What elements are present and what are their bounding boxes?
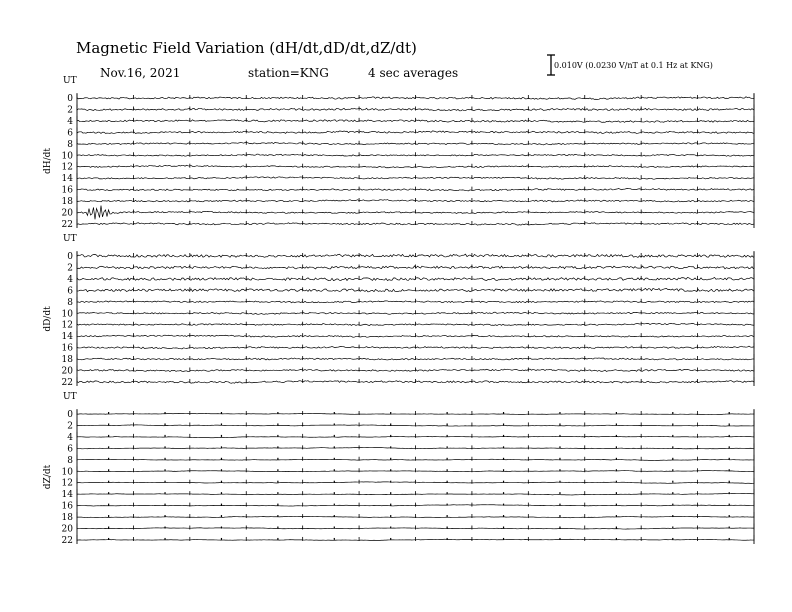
- marker-point: [503, 446, 504, 448]
- marker-point: [447, 423, 448, 425]
- marker-point: [390, 504, 391, 506]
- marker-point: [672, 504, 673, 506]
- marker-point: [390, 458, 391, 460]
- marker-point: [277, 423, 278, 425]
- marker-point: [672, 435, 673, 437]
- marker-point: [672, 412, 673, 414]
- marker-point: [672, 469, 673, 471]
- marker-point: [277, 446, 278, 448]
- row-label: 6: [67, 444, 73, 455]
- marker-point: [559, 469, 560, 471]
- row-label: 12: [61, 478, 73, 489]
- marker-point: [729, 504, 730, 506]
- marker-point: [390, 481, 391, 483]
- marker-point: [616, 515, 617, 517]
- marker-point: [390, 527, 391, 529]
- row-label: 14: [61, 332, 73, 343]
- marker-point: [277, 412, 278, 414]
- marker-point: [447, 458, 448, 460]
- row-label: 0: [67, 410, 73, 420]
- marker-point: [277, 515, 278, 517]
- marker-point: [108, 423, 109, 425]
- row-label: 16: [61, 185, 73, 196]
- marker-point: [729, 492, 730, 494]
- row-label: 14: [61, 490, 73, 501]
- marker-point: [108, 446, 109, 448]
- marker-point: [503, 423, 504, 425]
- marker-point: [616, 412, 617, 414]
- marker-point: [559, 458, 560, 460]
- ut-label: UT: [63, 392, 77, 402]
- marker-point: [164, 504, 165, 506]
- row-label: 0: [67, 252, 73, 262]
- marker-point: [164, 446, 165, 448]
- marker-point: [503, 504, 504, 506]
- marker-point: [447, 527, 448, 529]
- marker-point: [616, 435, 617, 437]
- row-label: 22: [61, 219, 73, 230]
- scale-bar-label: 0.010V (0.0230 V/nT at 0.1 Hz at KNG): [554, 61, 713, 70]
- marker-point: [277, 492, 278, 494]
- marker-point: [334, 423, 335, 425]
- row-label: 10: [61, 151, 73, 162]
- row-label: 20: [61, 524, 73, 535]
- row-label: 12: [61, 162, 73, 173]
- marker-point: [108, 435, 109, 437]
- marker-point: [164, 492, 165, 494]
- marker-point: [729, 446, 730, 448]
- marker-point: [616, 527, 617, 529]
- marker-point: [221, 504, 222, 506]
- marker-point: [164, 412, 165, 414]
- row-label: 8: [67, 455, 73, 466]
- marker-point: [390, 435, 391, 437]
- marker-point: [729, 515, 730, 517]
- marker-point: [559, 412, 560, 414]
- ut-label: UT: [63, 234, 77, 244]
- marker-point: [221, 538, 222, 540]
- marker-point: [334, 538, 335, 540]
- marker-point: [672, 538, 673, 540]
- row-label: 18: [61, 513, 73, 524]
- row-label: 20: [61, 208, 73, 219]
- row-label: 4: [67, 116, 73, 127]
- marker-point: [108, 469, 109, 471]
- marker-point: [559, 446, 560, 448]
- marker-point: [221, 515, 222, 517]
- marker-point: [447, 435, 448, 437]
- marker-point: [221, 446, 222, 448]
- marker-point: [221, 423, 222, 425]
- scale-bar: [547, 55, 555, 75]
- panel-ylabel: dH/dt: [43, 147, 53, 174]
- marker-point: [334, 458, 335, 460]
- marker-point: [729, 435, 730, 437]
- marker-point: [164, 435, 165, 437]
- panel-ylabel: dZ/dt: [43, 464, 53, 490]
- row-label: 8: [67, 139, 73, 150]
- marker-point: [729, 527, 730, 529]
- marker-point: [277, 435, 278, 437]
- marker-point: [164, 538, 165, 540]
- marker-point: [616, 469, 617, 471]
- marker-point: [616, 458, 617, 460]
- marker-point: [447, 515, 448, 517]
- marker-point: [164, 527, 165, 529]
- marker-point: [503, 435, 504, 437]
- marker-point: [221, 492, 222, 494]
- marker-point: [221, 481, 222, 483]
- marker-point: [672, 492, 673, 494]
- marker-point: [108, 481, 109, 483]
- marker-point: [390, 515, 391, 517]
- chart-title: Magnetic Field Variation (dH/dt,dD/dt,dZ/dt): [76, 39, 417, 57]
- marker-point: [334, 435, 335, 437]
- marker-point: [334, 412, 335, 414]
- row-label: 0: [67, 94, 73, 104]
- marker-point: [221, 435, 222, 437]
- marker-point: [503, 458, 504, 460]
- row-label: 18: [61, 355, 73, 366]
- marker-point: [277, 538, 278, 540]
- marker-point: [221, 412, 222, 414]
- marker-point: [164, 423, 165, 425]
- marker-point: [672, 458, 673, 460]
- row-label: 8: [67, 297, 73, 308]
- marker-point: [334, 504, 335, 506]
- marker-point: [108, 492, 109, 494]
- marker-point: [390, 538, 391, 540]
- marker-point: [108, 515, 109, 517]
- row-label: 20: [61, 366, 73, 377]
- marker-point: [447, 469, 448, 471]
- marker-point: [164, 469, 165, 471]
- marker-point: [108, 504, 109, 506]
- marker-point: [221, 458, 222, 460]
- marker-point: [559, 481, 560, 483]
- row-label: 2: [67, 421, 73, 432]
- marker-point: [108, 538, 109, 540]
- marker-point: [334, 481, 335, 483]
- marker-point: [503, 492, 504, 494]
- marker-point: [729, 469, 730, 471]
- marker-point: [672, 423, 673, 425]
- marker-point: [277, 458, 278, 460]
- marker-point: [390, 423, 391, 425]
- marker-point: [277, 527, 278, 529]
- marker-point: [221, 527, 222, 529]
- marker-point: [503, 515, 504, 517]
- marker-point: [559, 492, 560, 494]
- marker-point: [672, 446, 673, 448]
- marker-point: [447, 481, 448, 483]
- row-label: 22: [61, 377, 73, 388]
- marker-point: [729, 538, 730, 540]
- marker-point: [390, 492, 391, 494]
- marker-point: [164, 458, 165, 460]
- marker-point: [108, 527, 109, 529]
- marker-point: [729, 481, 730, 483]
- marker-point: [277, 504, 278, 506]
- marker-point: [334, 492, 335, 494]
- marker-point: [616, 446, 617, 448]
- marker-point: [447, 412, 448, 414]
- row-label: 16: [61, 501, 73, 512]
- row-label: 10: [61, 467, 73, 478]
- marker-point: [559, 527, 560, 529]
- marker-point: [447, 504, 448, 506]
- marker-point: [334, 515, 335, 517]
- row-label: 22: [61, 535, 73, 546]
- marker-point: [559, 504, 560, 506]
- marker-point: [503, 527, 504, 529]
- marker-point: [672, 527, 673, 529]
- marker-point: [390, 446, 391, 448]
- marker-point: [447, 446, 448, 448]
- marker-point: [616, 481, 617, 483]
- ut-label: UT: [63, 76, 77, 86]
- marker-point: [559, 423, 560, 425]
- row-label: 6: [67, 128, 73, 139]
- marker-point: [729, 423, 730, 425]
- marker-point: [277, 481, 278, 483]
- marker-point: [616, 492, 617, 494]
- marker-point: [164, 515, 165, 517]
- marker-point: [334, 446, 335, 448]
- marker-point: [559, 515, 560, 517]
- row-label: 4: [67, 274, 73, 285]
- marker-point: [447, 538, 448, 540]
- marker-point: [503, 469, 504, 471]
- marker-point: [221, 469, 222, 471]
- marker-point: [334, 469, 335, 471]
- marker-point: [277, 469, 278, 471]
- marker-point: [672, 515, 673, 517]
- marker-point: [503, 412, 504, 414]
- marker-point: [616, 504, 617, 506]
- date-label: Nov.16, 2021: [100, 66, 181, 80]
- marker-point: [559, 538, 560, 540]
- row-label: 12: [61, 320, 73, 331]
- row-label: 2: [67, 105, 73, 116]
- panel-ylabel: dD/dt: [43, 306, 53, 332]
- marker-point: [390, 412, 391, 414]
- marker-point: [729, 412, 730, 414]
- marker-point: [164, 481, 165, 483]
- station-label: station=KNG: [248, 66, 329, 80]
- marker-point: [503, 538, 504, 540]
- marker-point: [503, 481, 504, 483]
- row-label: 16: [61, 343, 73, 354]
- row-label: 18: [61, 197, 73, 208]
- row-label: 4: [67, 432, 73, 443]
- marker-point: [447, 492, 448, 494]
- marker-point: [559, 435, 560, 437]
- row-label: 10: [61, 309, 73, 320]
- marker-point: [729, 458, 730, 460]
- marker-point: [334, 527, 335, 529]
- averaging-label: 4 sec averages: [368, 66, 459, 80]
- marker-point: [390, 469, 391, 471]
- marker-point: [108, 458, 109, 460]
- row-label: 2: [67, 263, 73, 274]
- marker-point: [616, 423, 617, 425]
- marker-point: [672, 481, 673, 483]
- marker-point: [108, 412, 109, 414]
- marker-point: [616, 538, 617, 540]
- row-label: 6: [67, 286, 73, 297]
- row-label: 14: [61, 174, 73, 185]
